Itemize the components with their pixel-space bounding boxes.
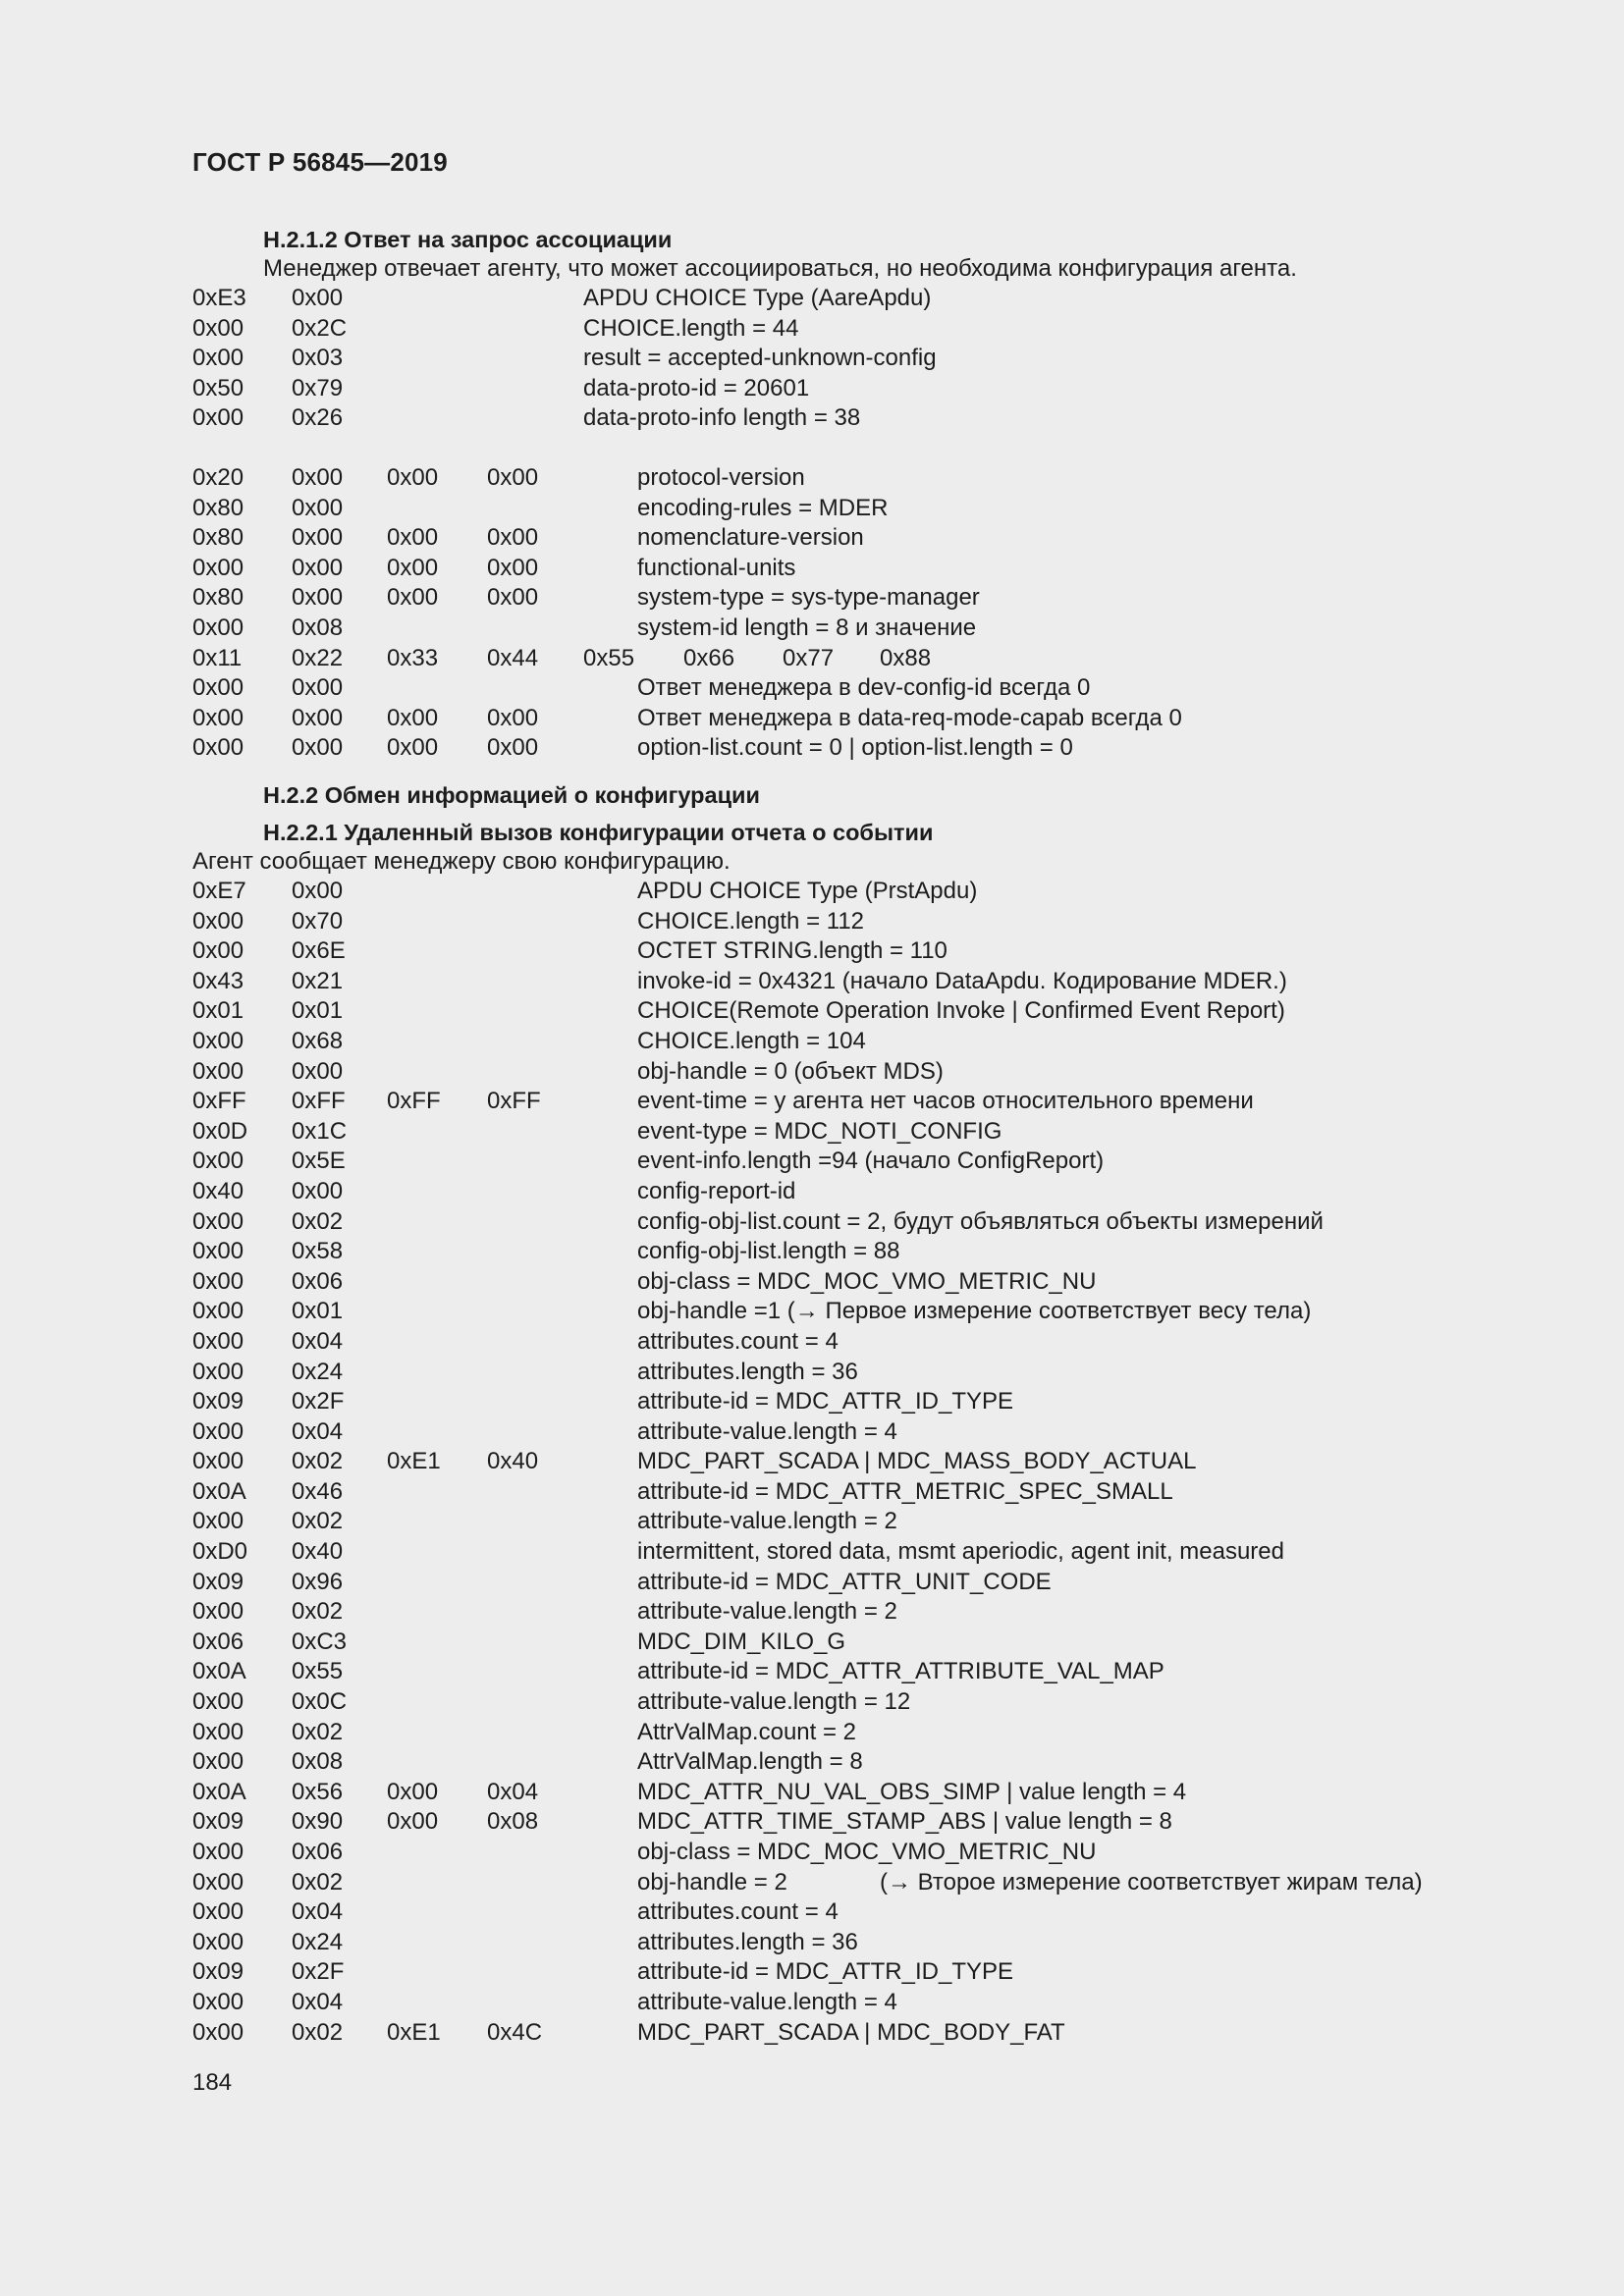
byte-value: 0x2F bbox=[292, 1388, 345, 1415]
byte-row bbox=[0, 1477, 1624, 1508]
byte-row bbox=[0, 673, 1624, 704]
byte-value: 0x0A bbox=[192, 1778, 246, 1805]
byte-value: 0x00 bbox=[192, 1718, 244, 1745]
byte-row bbox=[0, 374, 1624, 404]
byte-value: 0x46 bbox=[292, 1477, 344, 1505]
byte-value: 0x00 bbox=[487, 463, 539, 491]
field-description: Ответ менеджера в data-req-mode-capab всегда 0 bbox=[637, 704, 1182, 731]
byte-value: 0x00 bbox=[387, 524, 439, 552]
byte-value: 0x08 bbox=[487, 1808, 539, 1836]
byte-value: 0x00 bbox=[192, 1988, 244, 2015]
document-header: ГОСТ Р 56845—2019 bbox=[192, 147, 448, 177]
byte-value: 0x00 bbox=[292, 554, 344, 581]
byte-value: 0x0A bbox=[192, 1658, 246, 1685]
field-description: OCTET STRING.length = 110 bbox=[637, 937, 947, 965]
byte-value: 0x00 bbox=[487, 584, 539, 612]
byte-table-config bbox=[0, 877, 1624, 2048]
byte-value: 0x55 bbox=[583, 644, 635, 671]
byte-value: 0x00 bbox=[192, 1898, 244, 1926]
byte-row bbox=[0, 614, 1624, 644]
byte-value: 0x0D bbox=[192, 1117, 248, 1145]
byte-row bbox=[0, 1207, 1624, 1238]
byte-value: 0x04 bbox=[292, 1898, 344, 1926]
byte-row bbox=[0, 554, 1624, 584]
byte-value: 0x68 bbox=[292, 1027, 344, 1054]
byte-value: 0x58 bbox=[292, 1238, 344, 1265]
byte-row bbox=[0, 704, 1624, 734]
byte-value: 0x00 bbox=[292, 524, 344, 552]
byte-row bbox=[0, 494, 1624, 524]
byte-value: 0xFF bbox=[192, 1088, 246, 1115]
field-description: MDC_DIM_KILO_G bbox=[637, 1628, 846, 1655]
byte-value: 0x00 bbox=[192, 1057, 244, 1085]
byte-row bbox=[0, 523, 1624, 554]
field-description: obj-handle =1 (→ Первое измерение соответствует весу тела) bbox=[637, 1298, 1312, 1325]
field-description: encoding-rules = MDER bbox=[637, 494, 889, 521]
byte-value: 0x26 bbox=[292, 404, 344, 432]
byte-value: 0x02 bbox=[292, 1508, 344, 1535]
byte-value: 0x00 bbox=[192, 1267, 244, 1295]
byte-value: 0x00 bbox=[192, 1238, 244, 1265]
byte-value: 0x00 bbox=[292, 285, 344, 311]
byte-value: 0xE7 bbox=[192, 878, 246, 904]
byte-row bbox=[0, 314, 1624, 345]
section-heading: H.2.1.2 Ответ на запрос ассоциации bbox=[263, 227, 673, 252]
byte-value: 0x00 bbox=[292, 1057, 344, 1085]
byte-row bbox=[0, 1568, 1624, 1598]
byte-value: 0x33 bbox=[387, 644, 439, 671]
byte-value: 0x00 bbox=[192, 1027, 244, 1054]
field-description: attribute-value.length = 12 bbox=[637, 1688, 911, 1716]
byte-value: 0x5E bbox=[292, 1148, 346, 1175]
byte-value: 0xFF bbox=[292, 1088, 346, 1115]
byte-value: 0x02 bbox=[292, 1448, 344, 1475]
byte-value: 0x55 bbox=[292, 1658, 344, 1685]
byte-value: 0x00 bbox=[192, 907, 244, 934]
spacer bbox=[0, 434, 1624, 463]
byte-value: 0xE1 bbox=[387, 1448, 441, 1475]
byte-value: 0x88 bbox=[880, 644, 932, 671]
byte-value: 0x70 bbox=[292, 907, 344, 934]
field-description: AttrValMap.count = 2 bbox=[637, 1718, 857, 1745]
field-description: system-type = sys-type-manager bbox=[637, 584, 980, 612]
byte-value: 0x00 bbox=[487, 554, 539, 581]
byte-value: 0x00 bbox=[192, 704, 244, 731]
field-description: attribute-value.length = 2 bbox=[637, 1598, 897, 1626]
byte-row bbox=[0, 1057, 1624, 1088]
field-description: invoke-id = 0x4321 (начало DataApdu. Кодирование MDER.) bbox=[637, 967, 1287, 994]
byte-value: 0x00 bbox=[387, 734, 439, 762]
byte-row bbox=[0, 1747, 1624, 1778]
byte-row bbox=[0, 463, 1624, 494]
byte-value: 0x00 bbox=[387, 1808, 439, 1836]
byte-row bbox=[0, 1447, 1624, 1477]
byte-row bbox=[0, 1928, 1624, 1958]
byte-value: 0x00 bbox=[192, 1508, 244, 1535]
field-description: APDU CHOICE Type (AareApdu) bbox=[583, 285, 932, 311]
byte-row bbox=[0, 1358, 1624, 1388]
byte-row bbox=[0, 1897, 1624, 1928]
byte-value: 0x00 bbox=[292, 674, 344, 702]
byte-table-a bbox=[0, 284, 1624, 434]
byte-value: 0x00 bbox=[192, 614, 244, 641]
byte-row bbox=[0, 583, 1624, 614]
byte-row bbox=[0, 1597, 1624, 1628]
byte-row bbox=[0, 1417, 1624, 1448]
byte-value: 0xD0 bbox=[192, 1538, 248, 1566]
section-config-exchange bbox=[0, 780, 1624, 2048]
byte-value: 0x90 bbox=[292, 1808, 344, 1836]
byte-value: 0x00 bbox=[192, 1748, 244, 1776]
field-description: attribute-value.length = 2 bbox=[637, 1508, 897, 1535]
byte-value: 0x44 bbox=[487, 644, 539, 671]
byte-value: 0x00 bbox=[192, 1417, 244, 1445]
field-description: CHOICE(Remote Operation Invoke | Confirmed Event Report) bbox=[637, 997, 1285, 1025]
field-description: attribute-id = MDC_ATTR_ATTRIBUTE_VAL_MAP bbox=[637, 1658, 1164, 1685]
subsection-heading: H.2.2.1 Удаленный вызов конфигурации отчета о событии bbox=[263, 820, 934, 845]
byte-value: 0x00 bbox=[192, 1207, 244, 1235]
system-id-bytes-row bbox=[0, 644, 1624, 674]
byte-value: 0x00 bbox=[192, 1358, 244, 1385]
byte-row bbox=[0, 1177, 1624, 1207]
byte-value: 0x00 bbox=[192, 1298, 244, 1325]
byte-value: 0x09 bbox=[192, 1808, 244, 1836]
byte-value: 0x00 bbox=[192, 345, 244, 372]
field-description: Ответ менеджера в dev-config-id всегда 0 bbox=[637, 674, 1091, 702]
byte-value: 0x0C bbox=[292, 1688, 348, 1716]
byte-value: 0x22 bbox=[292, 644, 344, 671]
field-description: attribute-id = MDC_ATTR_ID_TYPE bbox=[637, 1388, 1014, 1415]
byte-row bbox=[0, 1387, 1624, 1417]
byte-value: 0x09 bbox=[192, 1958, 244, 1986]
byte-value: 0x80 bbox=[192, 524, 244, 552]
byte-value: 0x43 bbox=[192, 967, 244, 994]
byte-row bbox=[0, 1957, 1624, 1988]
byte-value: 0x03 bbox=[292, 345, 344, 372]
field-description: CHOICE.length = 44 bbox=[583, 314, 799, 342]
field-description: obj-handle = 0 (объект MDS) bbox=[637, 1057, 944, 1085]
byte-value: 0x01 bbox=[292, 1298, 344, 1325]
byte-value: 0x00 bbox=[292, 1177, 344, 1204]
byte-value: 0x40 bbox=[292, 1538, 344, 1566]
byte-value: 0x66 bbox=[683, 644, 735, 671]
byte-value: 0x40 bbox=[192, 1177, 244, 1204]
byte-value: 0x00 bbox=[192, 554, 244, 581]
field-description: MDC_ATTR_TIME_STAMP_ABS | value length = 8 bbox=[637, 1808, 1172, 1836]
byte-value: 0x00 bbox=[192, 2018, 244, 2046]
byte-value: 0x01 bbox=[192, 997, 244, 1025]
field-description: config-obj-list.count = 2, будут объявляться объекты измерений bbox=[637, 1207, 1324, 1235]
byte-row bbox=[0, 1988, 1624, 2018]
field-description: attributes.length = 36 bbox=[637, 1358, 858, 1385]
byte-value: 0xFF bbox=[387, 1088, 441, 1115]
byte-value: 0x96 bbox=[292, 1568, 344, 1595]
byte-value: 0x02 bbox=[292, 2018, 344, 2046]
byte-value: 0x02 bbox=[292, 1718, 344, 1745]
byte-row bbox=[0, 1657, 1624, 1687]
byte-value: 0xE1 bbox=[387, 2018, 441, 2046]
field-description: data-proto-id = 20601 bbox=[583, 374, 810, 401]
byte-row bbox=[0, 1628, 1624, 1658]
field-description: attribute-id = MDC_ATTR_METRIC_SPEC_SMALL bbox=[637, 1477, 1173, 1505]
byte-row bbox=[0, 1027, 1624, 1057]
field-description: APDU CHOICE Type (PrstApdu) bbox=[637, 878, 978, 904]
byte-value: 0x00 bbox=[192, 1928, 244, 1955]
byte-value: 0x04 bbox=[292, 1417, 344, 1445]
byte-value: 0x00 bbox=[192, 1598, 244, 1626]
byte-value: 0x09 bbox=[192, 1568, 244, 1595]
byte-value: 0x02 bbox=[292, 1207, 344, 1235]
field-description: attribute-value.length = 4 bbox=[637, 1988, 897, 2015]
field-description: obj-handle = 2 bbox=[637, 1868, 787, 1896]
byte-value: 0x79 bbox=[292, 374, 344, 401]
byte-row bbox=[0, 733, 1624, 764]
byte-row bbox=[0, 907, 1624, 937]
field-description: attributes.count = 4 bbox=[637, 1327, 839, 1355]
field-description: event-info.length =94 (начало ConfigReport) bbox=[637, 1148, 1105, 1175]
byte-row bbox=[0, 967, 1624, 997]
byte-value: 0x00 bbox=[192, 1327, 244, 1355]
byte-value: 0x6E bbox=[292, 937, 346, 965]
field-description: MDC_PART_SCADA | MDC_BODY_FAT bbox=[637, 2018, 1065, 2046]
byte-table-b bbox=[0, 463, 1624, 644]
field-description: AttrValMap.length = 8 bbox=[637, 1748, 863, 1776]
byte-value: 0x02 bbox=[292, 1598, 344, 1626]
byte-value: 0x00 bbox=[387, 554, 439, 581]
page-number: 184 bbox=[192, 2069, 233, 2096]
byte-value: 0x00 bbox=[292, 704, 344, 731]
byte-value: 0x00 bbox=[192, 937, 244, 965]
field-description: intermittent, stored data, msmt aperiodic, agent init, measured bbox=[637, 1538, 1284, 1566]
byte-row bbox=[0, 344, 1624, 374]
byte-value: 0x77 bbox=[783, 644, 835, 671]
byte-row bbox=[0, 1237, 1624, 1267]
field-description: nomenclature-version bbox=[637, 524, 864, 552]
byte-value: 0x09 bbox=[192, 1388, 244, 1415]
byte-row bbox=[0, 2018, 1624, 2049]
byte-value: 0x2C bbox=[292, 314, 348, 342]
byte-value: 0x00 bbox=[292, 463, 344, 491]
field-description: obj-class = MDC_MOC_VMO_METRIC_NU bbox=[637, 1267, 1097, 1295]
byte-row bbox=[0, 1838, 1624, 1868]
byte-row bbox=[0, 1687, 1624, 1718]
byte-value: 0x00 bbox=[192, 1688, 244, 1716]
byte-value: 0x00 bbox=[387, 463, 439, 491]
field-description: attribute-value.length = 4 bbox=[637, 1417, 897, 1445]
byte-value: 0x00 bbox=[192, 674, 244, 702]
field-description: system-id length = 8 и значение bbox=[637, 614, 977, 641]
byte-row bbox=[0, 1297, 1624, 1327]
byte-row bbox=[0, 936, 1624, 967]
byte-row bbox=[0, 1507, 1624, 1537]
field-description: obj-class = MDC_MOC_VMO_METRIC_NU bbox=[637, 1839, 1097, 1865]
field-description: result = accepted-unknown-config bbox=[583, 345, 937, 372]
byte-value: 0x00 bbox=[387, 584, 439, 612]
byte-row bbox=[0, 1267, 1624, 1298]
byte-table-c bbox=[0, 673, 1624, 764]
field-description: config-report-id bbox=[637, 1177, 796, 1204]
byte-value: 0x00 bbox=[192, 734, 244, 762]
byte-value: 0x06 bbox=[292, 1267, 344, 1295]
field-description: CHOICE.length = 104 bbox=[637, 1027, 866, 1054]
byte-value: 0x40 bbox=[487, 1448, 539, 1475]
byte-value: 0x80 bbox=[192, 584, 244, 612]
field-description: CHOICE.length = 112 bbox=[637, 907, 865, 934]
byte-row bbox=[0, 1327, 1624, 1358]
byte-row bbox=[0, 877, 1624, 907]
byte-row bbox=[0, 1147, 1624, 1177]
section-heading: H.2.2 Обмен информацией о конфигурации bbox=[263, 782, 760, 808]
byte-row bbox=[0, 403, 1624, 434]
byte-value: 0x80 bbox=[192, 494, 244, 521]
field-description: option-list.count = 0 | option-list.length = 0 bbox=[637, 734, 1073, 762]
byte-value: 0x00 bbox=[387, 704, 439, 731]
byte-value: 0x24 bbox=[292, 1358, 344, 1385]
byte-row bbox=[0, 1537, 1624, 1568]
byte-row bbox=[0, 1718, 1624, 1748]
field-description: functional-units bbox=[637, 554, 796, 581]
field-description: event-time = у агента нет часов относительного времени bbox=[637, 1088, 1254, 1115]
field-description: MDC_PART_SCADA | MDC_MASS_BODY_ACTUAL bbox=[637, 1448, 1197, 1475]
field-note: (→ Второе измерение соответствует жирам тела) bbox=[880, 1868, 1423, 1896]
byte-value: 0x08 bbox=[292, 614, 344, 641]
byte-value: 0x2F bbox=[292, 1958, 345, 1986]
byte-value: 0x0A bbox=[192, 1477, 246, 1505]
byte-row bbox=[0, 996, 1624, 1027]
byte-row bbox=[0, 1087, 1624, 1117]
byte-row bbox=[0, 1868, 1624, 1898]
byte-value: 0x08 bbox=[292, 1748, 344, 1776]
byte-value: 0x00 bbox=[487, 734, 539, 762]
byte-value: 0x50 bbox=[192, 374, 244, 401]
byte-value: 0x00 bbox=[292, 584, 344, 612]
field-description: attributes.count = 4 bbox=[637, 1898, 839, 1926]
byte-value: 0x04 bbox=[487, 1778, 539, 1805]
field-description: event-type = MDC_NOTI_CONFIG bbox=[637, 1117, 1002, 1145]
byte-value: 0xC3 bbox=[292, 1628, 348, 1655]
byte-value: 0x00 bbox=[192, 404, 244, 432]
byte-row bbox=[0, 1117, 1624, 1148]
byte-value: 0xFF bbox=[487, 1088, 541, 1115]
byte-value: 0xE3 bbox=[192, 285, 246, 311]
field-description: config-obj-list.length = 88 bbox=[637, 1238, 900, 1265]
byte-value: 0x56 bbox=[292, 1778, 344, 1805]
field-description: data-proto-info length = 38 bbox=[583, 404, 861, 432]
byte-row bbox=[0, 1778, 1624, 1808]
byte-value: 0x01 bbox=[292, 997, 344, 1025]
byte-row bbox=[0, 1807, 1624, 1838]
field-description: attribute-id = MDC_ATTR_ID_TYPE bbox=[637, 1958, 1014, 1986]
byte-value: 0x4C bbox=[487, 2018, 543, 2046]
byte-value: 0x00 bbox=[387, 1778, 439, 1805]
byte-value: 0x04 bbox=[292, 1988, 344, 2015]
field-description: attributes.length = 36 bbox=[637, 1928, 858, 1955]
field-description: MDC_ATTR_NU_VAL_OBS_SIMP | value length = 4 bbox=[637, 1778, 1187, 1805]
section-intro: Менеджер отвечает агенту, что может ассоциироваться, но необходима конфигурация агента. bbox=[263, 255, 1297, 282]
byte-value: 0x00 bbox=[192, 1868, 244, 1896]
byte-value: 0x24 bbox=[292, 1928, 344, 1955]
byte-value: 0x04 bbox=[292, 1327, 344, 1355]
byte-value: 0x06 bbox=[192, 1628, 244, 1655]
byte-value: 0x21 bbox=[292, 967, 344, 994]
byte-value: 0x00 bbox=[487, 704, 539, 731]
byte-value: 0x06 bbox=[292, 1839, 344, 1865]
section-intro: Агент сообщает менеджеру свою конфигурацию. bbox=[192, 848, 731, 875]
byte-value: 0x00 bbox=[192, 1448, 244, 1475]
field-description: attribute-id = MDC_ATTR_UNIT_CODE bbox=[637, 1568, 1052, 1595]
byte-value: 0x00 bbox=[192, 1148, 244, 1175]
byte-value: 0x20 bbox=[192, 463, 244, 491]
byte-value: 0x00 bbox=[192, 314, 244, 342]
byte-value: 0x00 bbox=[292, 878, 344, 904]
section-association-response bbox=[0, 225, 1624, 764]
byte-value: 0x11 bbox=[192, 644, 243, 671]
byte-value: 0x00 bbox=[192, 1839, 244, 1865]
byte-row bbox=[0, 284, 1624, 314]
byte-value: 0x02 bbox=[292, 1868, 344, 1896]
byte-value: 0x00 bbox=[292, 494, 344, 521]
field-description: protocol-version bbox=[637, 463, 805, 491]
byte-value: 0x00 bbox=[487, 524, 539, 552]
byte-value: 0x00 bbox=[292, 734, 344, 762]
byte-value: 0x1C bbox=[292, 1117, 348, 1145]
